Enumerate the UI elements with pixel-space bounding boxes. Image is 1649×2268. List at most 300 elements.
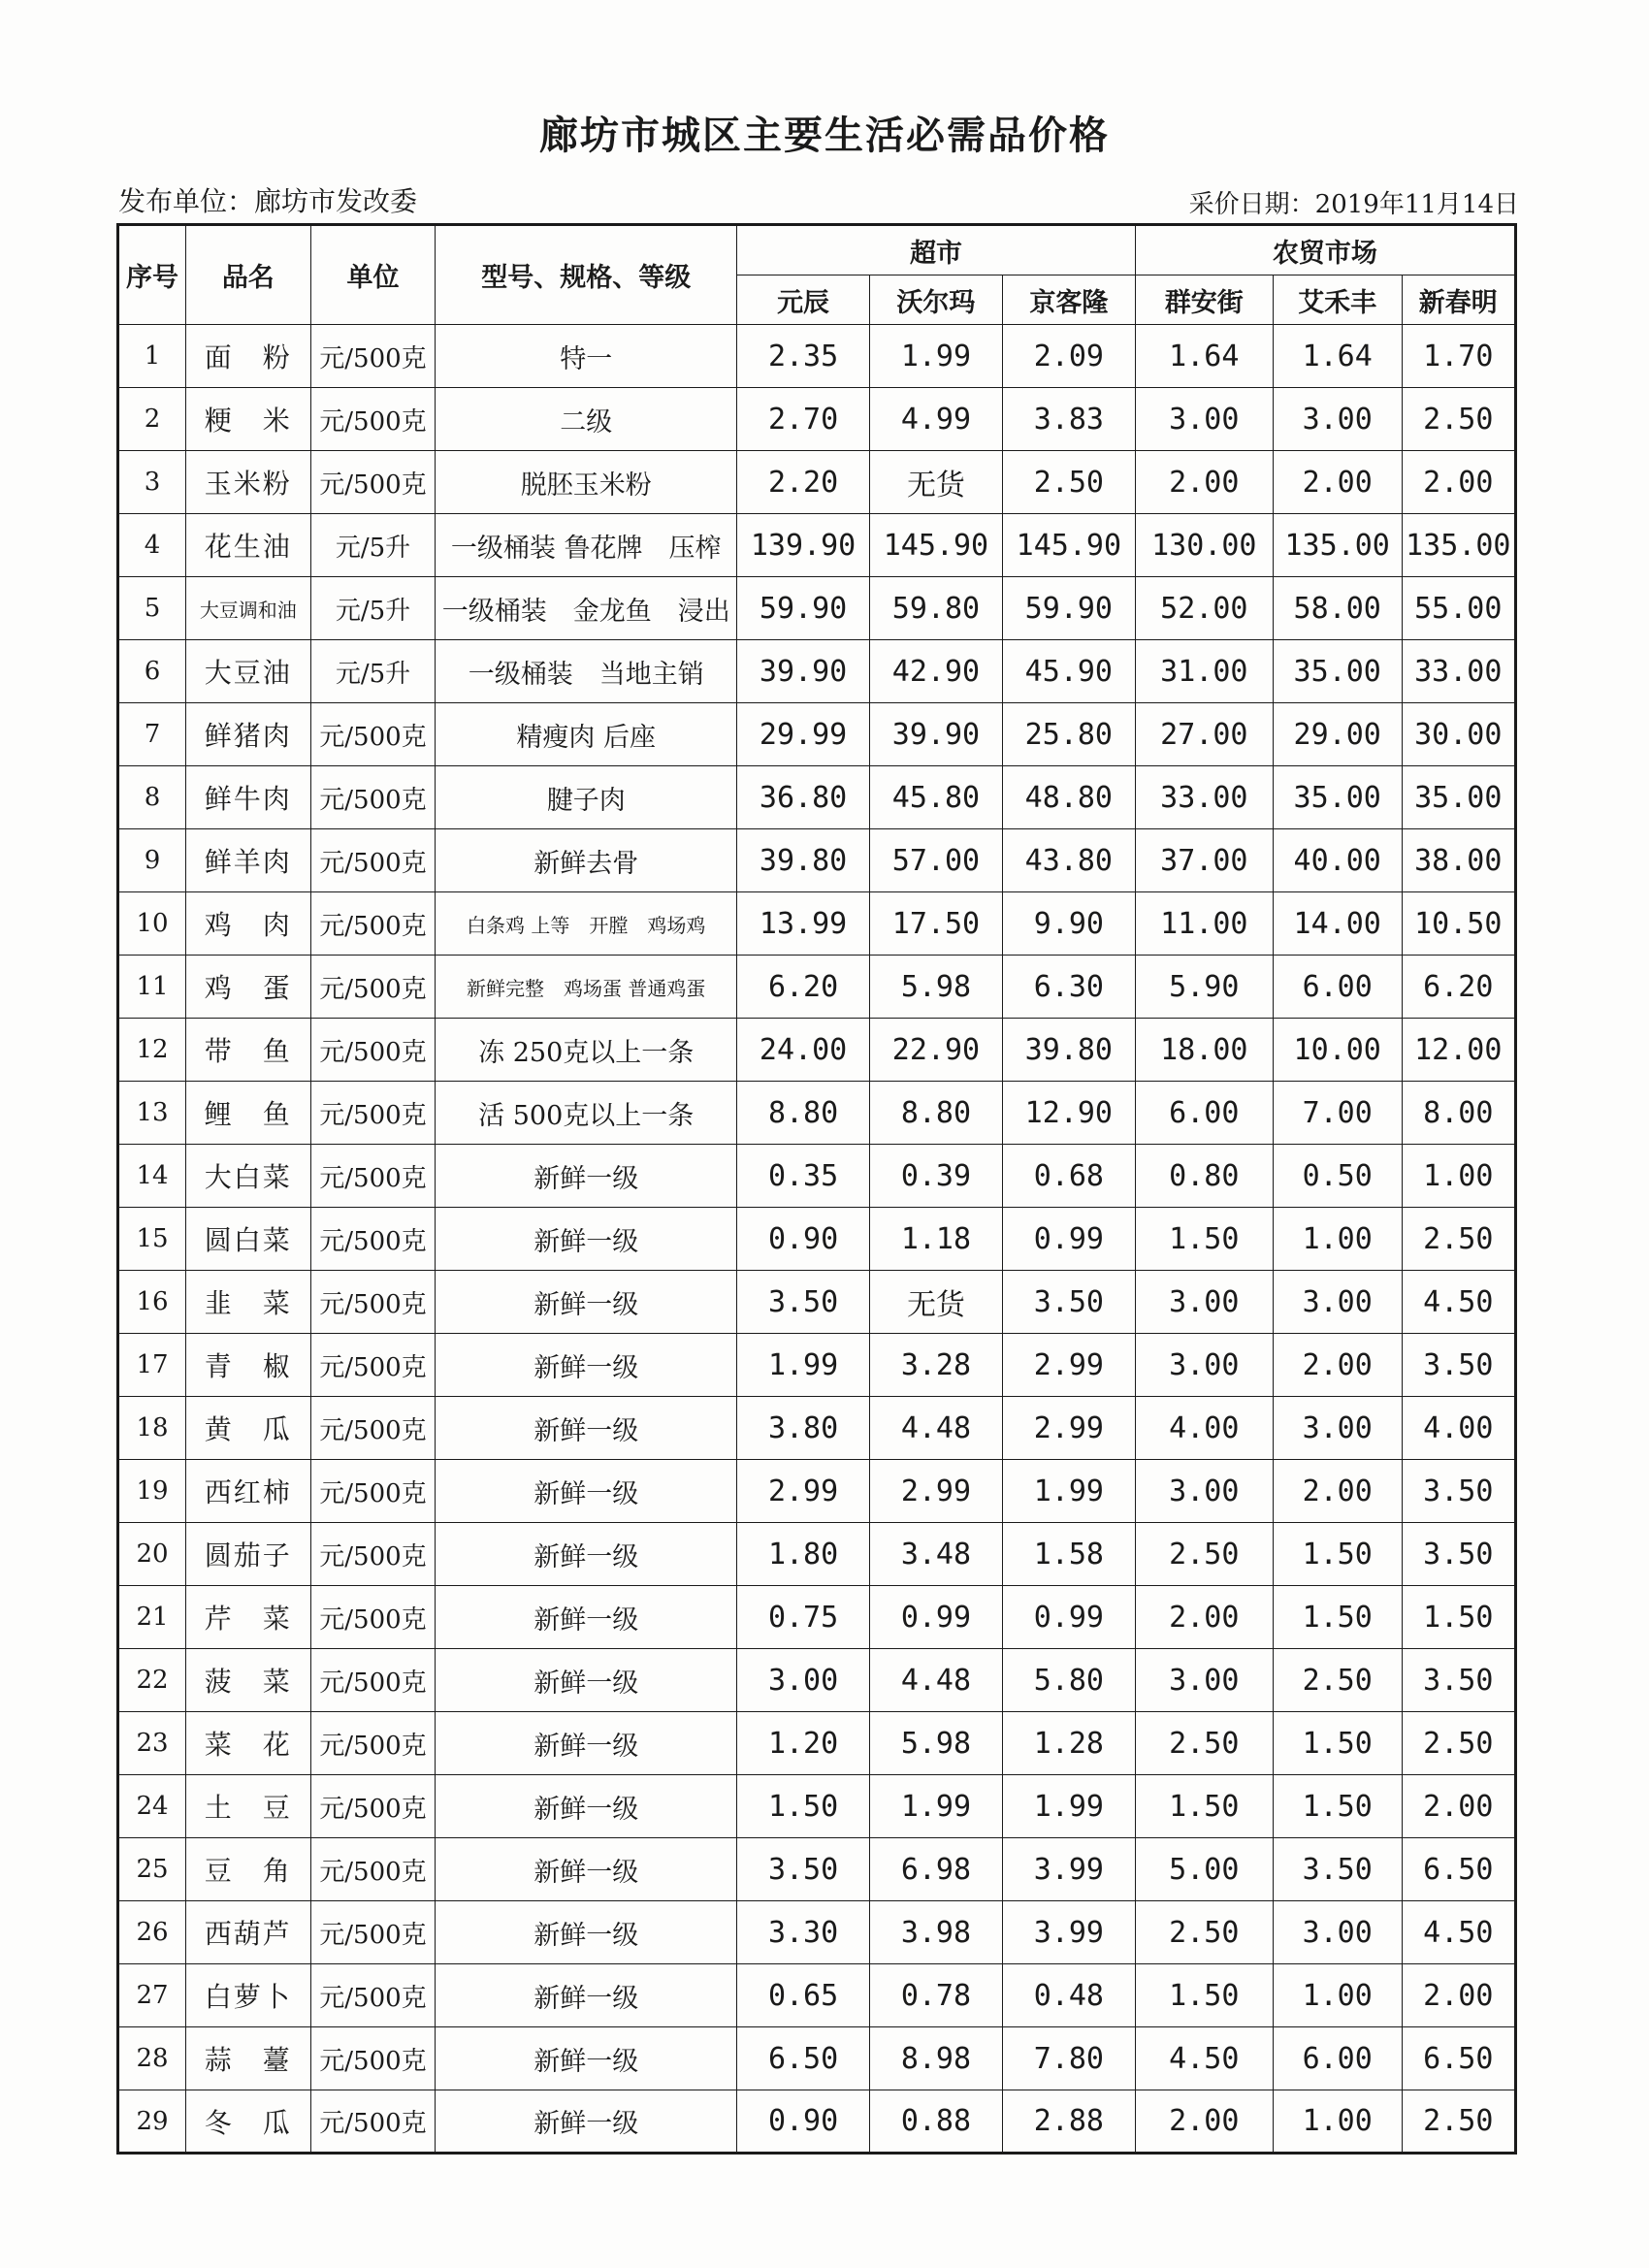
cell-unit: 元/500克 bbox=[310, 1460, 436, 1523]
cell-seq: 18 bbox=[118, 1397, 186, 1460]
cell-price: 4.50 bbox=[1402, 1271, 1515, 1334]
cell-price: 25.80 bbox=[1002, 703, 1135, 766]
table-row bbox=[118, 703, 1516, 766]
cell-price: 2.00 bbox=[1402, 1775, 1515, 1838]
cell-price: 33.00 bbox=[1135, 766, 1273, 829]
cell-price: 37.00 bbox=[1135, 829, 1273, 892]
cell-name: 青 椒 bbox=[185, 1334, 310, 1397]
cell-price: 1.64 bbox=[1135, 325, 1273, 388]
cell-price: 2.50 bbox=[1135, 1712, 1273, 1775]
cell-unit: 元/500克 bbox=[310, 956, 436, 1019]
cell-price: 无货 bbox=[870, 451, 1003, 514]
cell-spec: 新鲜一级 bbox=[436, 1775, 737, 1838]
cell-price: 3.00 bbox=[1135, 1334, 1273, 1397]
cell-name: 花生油 bbox=[185, 514, 310, 577]
cell-seq: 19 bbox=[118, 1460, 186, 1523]
header-name: 品名 bbox=[185, 225, 310, 325]
header-group-market: 农贸市场 bbox=[1135, 225, 1515, 275]
cell-unit: 元/500克 bbox=[310, 1586, 436, 1649]
cell-price: 8.80 bbox=[737, 1082, 870, 1145]
cell-price: 0.99 bbox=[1002, 1208, 1135, 1271]
cell-name: 西葫芦 bbox=[185, 1901, 310, 1964]
cell-price: 0.65 bbox=[737, 1964, 870, 2027]
header-store: 元辰 bbox=[737, 275, 870, 325]
table-row bbox=[118, 451, 1516, 514]
table-row bbox=[118, 1019, 1516, 1082]
cell-price: 10.50 bbox=[1402, 892, 1515, 956]
cell-price: 48.80 bbox=[1002, 766, 1135, 829]
cell-price: 2.00 bbox=[1135, 1586, 1273, 1649]
cell-name: 菜 花 bbox=[185, 1712, 310, 1775]
cell-seq: 16 bbox=[118, 1271, 186, 1334]
cell-price: 1.64 bbox=[1273, 325, 1402, 388]
cell-unit: 元/500克 bbox=[310, 1334, 436, 1397]
cell-price: 1.99 bbox=[870, 1775, 1003, 1838]
cell-price: 2.70 bbox=[737, 388, 870, 451]
table-row bbox=[118, 1586, 1516, 1649]
cell-price: 6.50 bbox=[737, 2027, 870, 2090]
cell-seq: 10 bbox=[118, 892, 186, 956]
table-row bbox=[118, 766, 1516, 829]
cell-spec: 特一 bbox=[436, 325, 737, 388]
cell-seq: 15 bbox=[118, 1208, 186, 1271]
cell-unit: 元/5升 bbox=[310, 514, 436, 577]
cell-price: 29.00 bbox=[1273, 703, 1402, 766]
cell-price: 3.00 bbox=[1135, 1460, 1273, 1523]
cell-name: 鸡 蛋 bbox=[185, 956, 310, 1019]
table-row bbox=[118, 1082, 1516, 1145]
cell-price: 0.68 bbox=[1002, 1145, 1135, 1208]
cell-price: 139.90 bbox=[737, 514, 870, 577]
cell-price: 1.00 bbox=[1273, 2090, 1402, 2154]
cell-price: 45.90 bbox=[1002, 640, 1135, 703]
cell-price: 0.99 bbox=[1002, 1586, 1135, 1649]
cell-spec: 一级桶装 鲁花牌 压榨 bbox=[436, 514, 737, 577]
cell-price: 17.50 bbox=[870, 892, 1003, 956]
table-row bbox=[118, 1838, 1516, 1901]
header-store: 群安街 bbox=[1135, 275, 1273, 325]
cell-price: 14.00 bbox=[1273, 892, 1402, 956]
cell-seq: 24 bbox=[118, 1775, 186, 1838]
cell-unit: 元/500克 bbox=[310, 1271, 436, 1334]
header-store: 京客隆 bbox=[1002, 275, 1135, 325]
cell-unit: 元/500克 bbox=[310, 1397, 436, 1460]
cell-spec: 二级 bbox=[436, 388, 737, 451]
cell-price: 24.00 bbox=[737, 1019, 870, 1082]
cell-price: 2.99 bbox=[737, 1460, 870, 1523]
cell-price: 无货 bbox=[870, 1271, 1003, 1334]
cell-seq: 23 bbox=[118, 1712, 186, 1775]
cell-price: 7.00 bbox=[1273, 1082, 1402, 1145]
cell-price: 2.00 bbox=[1273, 1460, 1402, 1523]
cell-name: 黄 瓜 bbox=[185, 1397, 310, 1460]
cell-unit: 元/500克 bbox=[310, 1145, 436, 1208]
cell-price: 10.00 bbox=[1273, 1019, 1402, 1082]
cell-price: 3.28 bbox=[870, 1334, 1003, 1397]
cell-name: 芹 菜 bbox=[185, 1586, 310, 1649]
cell-spec: 冻 250克以上一条 bbox=[436, 1019, 737, 1082]
cell-spec: 新鲜一级 bbox=[436, 1397, 737, 1460]
cell-price: 6.98 bbox=[870, 1838, 1003, 1901]
cell-price: 59.80 bbox=[870, 577, 1003, 640]
cell-seq: 7 bbox=[118, 703, 186, 766]
cell-price: 1.50 bbox=[1135, 1775, 1273, 1838]
cell-name: 鲜牛肉 bbox=[185, 766, 310, 829]
cell-name: 大豆油 bbox=[185, 640, 310, 703]
cell-price: 8.80 bbox=[870, 1082, 1003, 1145]
cell-name: 粳 米 bbox=[185, 388, 310, 451]
cell-seq: 1 bbox=[118, 325, 186, 388]
cell-price: 12.90 bbox=[1002, 1082, 1135, 1145]
cell-name: 菠 菜 bbox=[185, 1649, 310, 1712]
cell-price: 2.99 bbox=[870, 1460, 1003, 1523]
cell-price: 2.00 bbox=[1135, 2090, 1273, 2154]
cell-price: 1.50 bbox=[1135, 1964, 1273, 2027]
cell-price: 18.00 bbox=[1135, 1019, 1273, 1082]
cell-price: 0.90 bbox=[737, 2090, 870, 2154]
cell-spec: 新鲜一级 bbox=[436, 1964, 737, 2027]
cell-price: 57.00 bbox=[870, 829, 1003, 892]
cell-price: 1.50 bbox=[737, 1775, 870, 1838]
cell-spec: 新鲜一级 bbox=[436, 1838, 737, 1901]
cell-price: 3.50 bbox=[737, 1271, 870, 1334]
table-row bbox=[118, 1649, 1516, 1712]
cell-price: 145.90 bbox=[1002, 514, 1135, 577]
cell-unit: 元/500克 bbox=[310, 1712, 436, 1775]
cell-unit: 元/500克 bbox=[310, 892, 436, 956]
cell-price: 2.00 bbox=[1273, 1334, 1402, 1397]
header-store: 新春明 bbox=[1402, 275, 1515, 325]
cell-unit: 元/5升 bbox=[310, 640, 436, 703]
cell-price: 6.20 bbox=[737, 956, 870, 1019]
cell-price: 1.00 bbox=[1273, 1964, 1402, 2027]
cell-name: 白萝卜 bbox=[185, 1964, 310, 2027]
cell-unit: 元/500克 bbox=[310, 2090, 436, 2154]
cell-price: 5.98 bbox=[870, 1712, 1003, 1775]
table-row bbox=[118, 829, 1516, 892]
cell-price: 2.09 bbox=[1002, 325, 1135, 388]
table-row bbox=[118, 1901, 1516, 1964]
cell-price: 5.98 bbox=[870, 956, 1003, 1019]
table-row bbox=[118, 892, 1516, 956]
cell-price: 4.00 bbox=[1135, 1397, 1273, 1460]
cell-price: 1.18 bbox=[870, 1208, 1003, 1271]
cell-price: 3.80 bbox=[737, 1397, 870, 1460]
cell-price: 38.00 bbox=[1402, 829, 1515, 892]
cell-unit: 元/500克 bbox=[310, 388, 436, 451]
cell-price: 1.99 bbox=[1002, 1460, 1135, 1523]
cell-spec: 脱胚玉米粉 bbox=[436, 451, 737, 514]
cell-spec: 新鲜一级 bbox=[436, 1145, 737, 1208]
cell-seq: 12 bbox=[118, 1019, 186, 1082]
cell-price: 3.00 bbox=[737, 1649, 870, 1712]
table-row bbox=[118, 1712, 1516, 1775]
cell-unit: 元/500克 bbox=[310, 451, 436, 514]
cell-price: 2.50 bbox=[1402, 2090, 1515, 2154]
cell-price: 3.50 bbox=[1402, 1523, 1515, 1586]
cell-price: 5.00 bbox=[1135, 1838, 1273, 1901]
cell-price: 2.00 bbox=[1402, 451, 1515, 514]
cell-price: 2.88 bbox=[1002, 2090, 1135, 2154]
cell-spec: 新鲜一级 bbox=[436, 1271, 737, 1334]
cell-unit: 元/500克 bbox=[310, 1649, 436, 1712]
cell-seq: 21 bbox=[118, 1586, 186, 1649]
cell-unit: 元/500克 bbox=[310, 1082, 436, 1145]
table-row bbox=[118, 388, 1516, 451]
cell-seq: 28 bbox=[118, 2027, 186, 2090]
header-store: 艾禾丰 bbox=[1273, 275, 1402, 325]
cell-price: 2.50 bbox=[1402, 1712, 1515, 1775]
cell-spec: 活 500克以上一条 bbox=[436, 1082, 737, 1145]
cell-price: 59.90 bbox=[1002, 577, 1135, 640]
cell-price: 3.83 bbox=[1002, 388, 1135, 451]
cell-price: 3.00 bbox=[1135, 1271, 1273, 1334]
cell-spec: 腱子肉 bbox=[436, 766, 737, 829]
cell-seq: 11 bbox=[118, 956, 186, 1019]
page-title: 廊坊市城区主要生活必需品价格 bbox=[539, 113, 1110, 158]
cell-price: 2.00 bbox=[1135, 451, 1273, 514]
cell-price: 39.90 bbox=[870, 703, 1003, 766]
cell-price: 4.48 bbox=[870, 1397, 1003, 1460]
cell-price: 39.80 bbox=[737, 829, 870, 892]
cell-price: 2.50 bbox=[1402, 1208, 1515, 1271]
cell-price: 7.80 bbox=[1002, 2027, 1135, 2090]
cell-name: 韭 菜 bbox=[185, 1271, 310, 1334]
cell-price: 1.50 bbox=[1273, 1775, 1402, 1838]
cell-price: 2.50 bbox=[1402, 388, 1515, 451]
cell-price: 3.50 bbox=[1402, 1649, 1515, 1712]
cell-unit: 元/500克 bbox=[310, 1019, 436, 1082]
header-unit: 单位 bbox=[310, 225, 436, 325]
cell-spec: 新鲜一级 bbox=[436, 1712, 737, 1775]
publisher-label: 发布单位：廊坊市发改委 bbox=[118, 185, 418, 217]
price-table-body bbox=[118, 325, 1516, 2154]
cell-price: 1.20 bbox=[737, 1712, 870, 1775]
cell-unit: 元/500克 bbox=[310, 703, 436, 766]
cell-price: 2.99 bbox=[1002, 1397, 1135, 1460]
cell-price: 2.99 bbox=[1002, 1334, 1135, 1397]
cell-price: 35.00 bbox=[1402, 766, 1515, 829]
cell-name: 蒜 薹 bbox=[185, 2027, 310, 2090]
header-group-supermarket: 超市 bbox=[737, 225, 1136, 275]
cell-name: 西红柿 bbox=[185, 1460, 310, 1523]
cell-price: 35.00 bbox=[1273, 640, 1402, 703]
cell-name: 鲜羊肉 bbox=[185, 829, 310, 892]
cell-unit: 元/500克 bbox=[310, 1838, 436, 1901]
cell-price: 3.48 bbox=[870, 1523, 1003, 1586]
header-store: 沃尔玛 bbox=[870, 275, 1003, 325]
cell-seq: 3 bbox=[118, 451, 186, 514]
cell-price: 130.00 bbox=[1135, 514, 1273, 577]
cell-price: 1.50 bbox=[1135, 1208, 1273, 1271]
cell-spec: 新鲜一级 bbox=[436, 1586, 737, 1649]
cell-unit: 元/500克 bbox=[310, 1523, 436, 1586]
cell-price: 1.50 bbox=[1402, 1586, 1515, 1649]
cell-name: 冬 瓜 bbox=[185, 2090, 310, 2154]
cell-price: 3.50 bbox=[1273, 1838, 1402, 1901]
table-row bbox=[118, 1523, 1516, 1586]
cell-price: 11.00 bbox=[1135, 892, 1273, 956]
cell-price: 3.99 bbox=[1002, 1838, 1135, 1901]
cell-seq: 29 bbox=[118, 2090, 186, 2154]
cell-price: 59.90 bbox=[737, 577, 870, 640]
cell-seq: 6 bbox=[118, 640, 186, 703]
table-row bbox=[118, 1334, 1516, 1397]
cell-price: 3.30 bbox=[737, 1901, 870, 1964]
cell-seq: 4 bbox=[118, 514, 186, 577]
cell-price: 0.35 bbox=[737, 1145, 870, 1208]
cell-seq: 8 bbox=[118, 766, 186, 829]
cell-price: 1.80 bbox=[737, 1523, 870, 1586]
cell-spec: 一级桶装 金龙鱼 浸出 bbox=[436, 577, 737, 640]
cell-spec: 新鲜一级 bbox=[436, 1523, 737, 1586]
cell-seq: 14 bbox=[118, 1145, 186, 1208]
cell-price: 6.30 bbox=[1002, 956, 1135, 1019]
cell-price: 4.50 bbox=[1135, 2027, 1273, 2090]
cell-price: 0.50 bbox=[1273, 1145, 1402, 1208]
cell-price: 3.00 bbox=[1135, 388, 1273, 451]
table-row bbox=[118, 577, 1516, 640]
cell-name: 大豆调和油 bbox=[185, 577, 310, 640]
cell-spec: 精瘦肉 后座 bbox=[436, 703, 737, 766]
cell-price: 145.90 bbox=[870, 514, 1003, 577]
cell-price: 6.50 bbox=[1402, 1838, 1515, 1901]
cell-seq: 27 bbox=[118, 1964, 186, 2027]
cell-price: 6.00 bbox=[1135, 1082, 1273, 1145]
cell-price: 1.99 bbox=[1002, 1775, 1135, 1838]
cell-name: 圆茄子 bbox=[185, 1523, 310, 1586]
cell-price: 0.78 bbox=[870, 1964, 1003, 2027]
cell-spec: 新鲜一级 bbox=[436, 1208, 737, 1271]
cell-seq: 20 bbox=[118, 1523, 186, 1586]
cell-name: 豆 角 bbox=[185, 1838, 310, 1901]
cell-price: 5.90 bbox=[1135, 956, 1273, 1019]
cell-seq: 25 bbox=[118, 1838, 186, 1901]
cell-price: 2.50 bbox=[1135, 1901, 1273, 1964]
cell-unit: 元/500克 bbox=[310, 1775, 436, 1838]
cell-spec: 新鲜一级 bbox=[436, 1901, 737, 1964]
cell-price: 3.00 bbox=[1135, 1649, 1273, 1712]
table-row bbox=[118, 956, 1516, 1019]
cell-price: 58.00 bbox=[1273, 577, 1402, 640]
cell-price: 55.00 bbox=[1402, 577, 1515, 640]
cell-seq: 26 bbox=[118, 1901, 186, 1964]
cell-price: 3.50 bbox=[1402, 1460, 1515, 1523]
cell-unit: 元/500克 bbox=[310, 325, 436, 388]
cell-price: 1.58 bbox=[1002, 1523, 1135, 1586]
table-row bbox=[118, 640, 1516, 703]
header-seq: 序号 bbox=[118, 225, 186, 325]
cell-price: 1.70 bbox=[1402, 325, 1515, 388]
cell-unit: 元/500克 bbox=[310, 829, 436, 892]
cell-seq: 22 bbox=[118, 1649, 186, 1712]
cell-price: 2.20 bbox=[737, 451, 870, 514]
cell-price: 43.80 bbox=[1002, 829, 1135, 892]
cell-name: 土 豆 bbox=[185, 1775, 310, 1838]
cell-price: 31.00 bbox=[1135, 640, 1273, 703]
cell-price: 2.00 bbox=[1402, 1964, 1515, 2027]
table-row bbox=[118, 1208, 1516, 1271]
cell-price: 0.39 bbox=[870, 1145, 1003, 1208]
cell-spec: 新鲜去骨 bbox=[436, 829, 737, 892]
cell-name: 大白菜 bbox=[185, 1145, 310, 1208]
cell-price: 3.99 bbox=[1002, 1901, 1135, 1964]
cell-unit: 元/500克 bbox=[310, 1208, 436, 1271]
cell-name: 面 粉 bbox=[185, 325, 310, 388]
cell-price: 2.35 bbox=[737, 325, 870, 388]
price-table bbox=[116, 223, 1517, 2155]
cell-unit: 元/500克 bbox=[310, 2027, 436, 2090]
cell-price: 5.80 bbox=[1002, 1649, 1135, 1712]
table-row bbox=[118, 1145, 1516, 1208]
cell-price: 6.00 bbox=[1273, 956, 1402, 1019]
cell-price: 8.98 bbox=[870, 2027, 1003, 2090]
cell-price: 135.00 bbox=[1402, 514, 1515, 577]
cell-price: 3.98 bbox=[870, 1901, 1003, 1964]
cell-price: 4.48 bbox=[870, 1649, 1003, 1712]
table-row bbox=[118, 1271, 1516, 1334]
cell-seq: 17 bbox=[118, 1334, 186, 1397]
cell-price: 29.99 bbox=[737, 703, 870, 766]
cell-unit: 元/500克 bbox=[310, 1964, 436, 2027]
cell-price: 1.50 bbox=[1273, 1712, 1402, 1775]
collection-date: 采价日期：2019年11月14日 bbox=[1188, 190, 1519, 219]
cell-price: 0.80 bbox=[1135, 1145, 1273, 1208]
cell-price: 13.99 bbox=[737, 892, 870, 956]
cell-spec: 新鲜一级 bbox=[436, 1334, 737, 1397]
cell-spec: 新鲜一级 bbox=[436, 1649, 737, 1712]
cell-price: 2.50 bbox=[1002, 451, 1135, 514]
cell-name: 带 鱼 bbox=[185, 1019, 310, 1082]
cell-price: 6.20 bbox=[1402, 956, 1515, 1019]
cell-price: 52.00 bbox=[1135, 577, 1273, 640]
cell-price: 1.00 bbox=[1273, 1208, 1402, 1271]
cell-price: 2.50 bbox=[1273, 1649, 1402, 1712]
cell-name: 鸡 肉 bbox=[185, 892, 310, 956]
cell-price: 12.00 bbox=[1402, 1019, 1515, 1082]
cell-price: 8.00 bbox=[1402, 1082, 1515, 1145]
cell-price: 1.50 bbox=[1273, 1523, 1402, 1586]
cell-spec: 一级桶装 当地主销 bbox=[436, 640, 737, 703]
cell-price: 27.00 bbox=[1135, 703, 1273, 766]
table-row bbox=[118, 1397, 1516, 1460]
cell-price: 35.00 bbox=[1273, 766, 1402, 829]
cell-price: 4.00 bbox=[1402, 1397, 1515, 1460]
cell-price: 39.90 bbox=[737, 640, 870, 703]
cell-price: 30.00 bbox=[1402, 703, 1515, 766]
cell-price: 1.00 bbox=[1402, 1145, 1515, 1208]
cell-price: 39.80 bbox=[1002, 1019, 1135, 1082]
cell-seq: 5 bbox=[118, 577, 186, 640]
cell-price: 45.80 bbox=[870, 766, 1003, 829]
cell-name: 鲜猪肉 bbox=[185, 703, 310, 766]
cell-price: 9.90 bbox=[1002, 892, 1135, 956]
cell-price: 0.88 bbox=[870, 2090, 1003, 2154]
cell-price: 1.28 bbox=[1002, 1712, 1135, 1775]
cell-price: 1.99 bbox=[737, 1334, 870, 1397]
cell-spec: 新鲜一级 bbox=[436, 2090, 737, 2154]
cell-price: 3.00 bbox=[1273, 1397, 1402, 1460]
cell-price: 0.90 bbox=[737, 1208, 870, 1271]
cell-spec: 白条鸡 上等 开膛 鸡场鸡 bbox=[436, 892, 737, 956]
cell-seq: 2 bbox=[118, 388, 186, 451]
cell-spec: 新鲜一级 bbox=[436, 1460, 737, 1523]
cell-price: 40.00 bbox=[1273, 829, 1402, 892]
cell-price: 2.50 bbox=[1135, 1523, 1273, 1586]
cell-price: 0.48 bbox=[1002, 1964, 1135, 2027]
cell-price: 4.99 bbox=[870, 388, 1003, 451]
cell-price: 3.00 bbox=[1273, 1901, 1402, 1964]
